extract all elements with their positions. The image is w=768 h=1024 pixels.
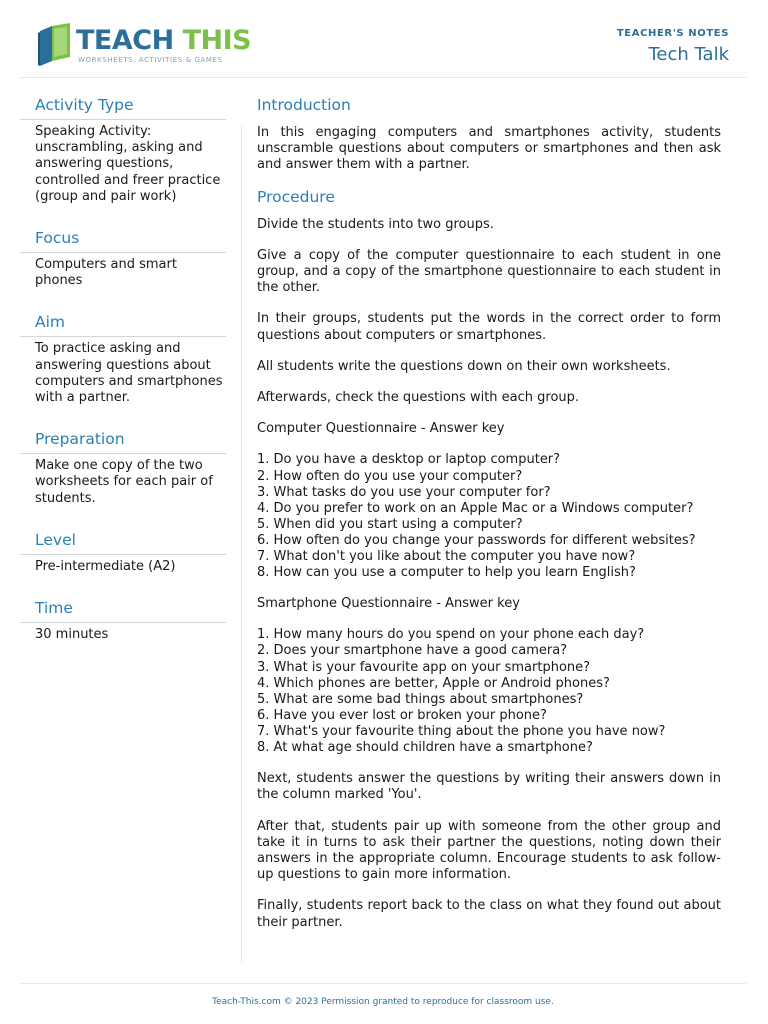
procedure-step-6: Next, students answer the questions by writing their answers down in the column marked 'You'. [257,771,721,803]
procedure-heading: Procedure [257,187,335,206]
list-item: 2. Does your smartphone have a good camera? [257,643,568,659]
teachers-notes-label: TEACHER'S NOTES [616,28,729,39]
activity-type-heading: Activity Type [20,95,226,120]
procedure-step-3: In their groups, students put the words in the correct order to form questions about computers or smartphones. [257,311,721,343]
list-item: 7. What's your favourite thing about the phone you have now? [257,723,666,739]
focus-heading: Focus [20,228,226,253]
aim-section [20,312,226,406]
level-section [20,530,226,575]
procedure-step-4: All students write the questions down on their own worksheets. [257,358,671,374]
logo-wordmark [76,26,251,56]
book-logo-icon [36,23,74,67]
procedure-step-2: Give a copy of the computer questionnaire to each student in one group, and a copy of the smartphone questionnaire to each student in the other. [257,247,721,296]
level-heading: Level [20,530,226,555]
preparation-heading: Preparation [20,429,226,454]
activity-type-text: Speaking Activity: unscrambling, asking and answering questions, controlled and freer practice (group and pair work) [35,124,221,204]
preparation-section [20,429,226,507]
time-text: 30 minutes [35,627,109,643]
introduction-text: In this engaging computers and smartphones activity, students unscramble questions about computers or smartphones and then ask and answer them with a partner. [257,125,721,173]
list-item: 4. Which phones are better, Apple or Android phones? [257,675,610,691]
list-item: 1. How many hours do you spend on your phone each day? [257,627,645,643]
list-item: 5. What are some bad things about smartphones? [257,691,584,707]
logo-word-this: THIS [182,25,252,56]
introduction-heading: Introduction [257,96,351,114]
page-footer: Teach-This.com © 2023 Permission granted to reproduce for classroom use. [20,983,746,1007]
page-title: Tech Talk [648,44,729,65]
list-item: 5. When did you start using a computer? [257,516,523,532]
computer-key-title: Computer Questionnaire - Answer key [257,421,505,437]
procedure-step-1: Divide the students into two groups. [257,216,494,232]
page-header [20,0,746,78]
list-item: 8. At what age should children have a smartphone? [257,740,593,756]
smartphone-answer-key [257,627,721,756]
level-text: Pre-intermediate (A2) [35,558,176,574]
list-item: 2. How often do you use your computer? [257,468,523,484]
focus-text: Computers and smart phones [35,257,177,289]
list-item: 3. What tasks do you use your computer for? [257,484,551,500]
list-item: 7. What don't you like about the computer you have now? [257,549,636,564]
list-item: 4. Do you prefer to work on an Apple Mac or a Windows computer? [257,500,694,516]
preparation-text: Make one copy of the two worksheets for each pair of students. [35,458,213,506]
info-sidebar [20,95,226,666]
list-item: 3. What is your favourite app on your smartphone? [257,659,591,675]
list-item: 6. Have you ever lost or broken your phone? [257,707,547,723]
activity-type-section [20,95,226,205]
time-section [20,598,226,643]
logo-tagline: WORKSHEETS, ACTIVITIES & GAMES [78,56,223,64]
smartphone-key-title: Smartphone Questionnaire - Answer key [257,596,520,612]
aim-text: To practice asking and answering questions about computers and smartphones with a partner. [35,341,223,406]
procedure-step-8: Finally, students report back to the class on what they found out about their partner. [257,898,721,930]
list-item: 1. Do you have a desktop or laptop computer? [257,452,561,468]
teach-this-logo [36,23,252,69]
logo-word-teach: TEACH [76,25,174,56]
main-content [257,95,721,931]
computer-answer-key [257,452,721,581]
time-heading: Time [20,598,226,623]
aim-heading: Aim [20,312,226,337]
procedure-step-5: Afterwards, check the questions with each group. [257,390,580,406]
procedure-step-7: After that, students pair up with someone from the other group and take it in turns to ask their partner the questions, noting down their answers in the appropriate column. Encourage students to ask follow-up questions to gain more information. [257,818,721,883]
column-divider [241,125,242,963]
list-item: 8. How can you use a computer to help you learn English? [257,565,636,581]
focus-section [20,228,226,289]
list-item: 6. How often do you change your passwords for different websites? [257,532,696,548]
